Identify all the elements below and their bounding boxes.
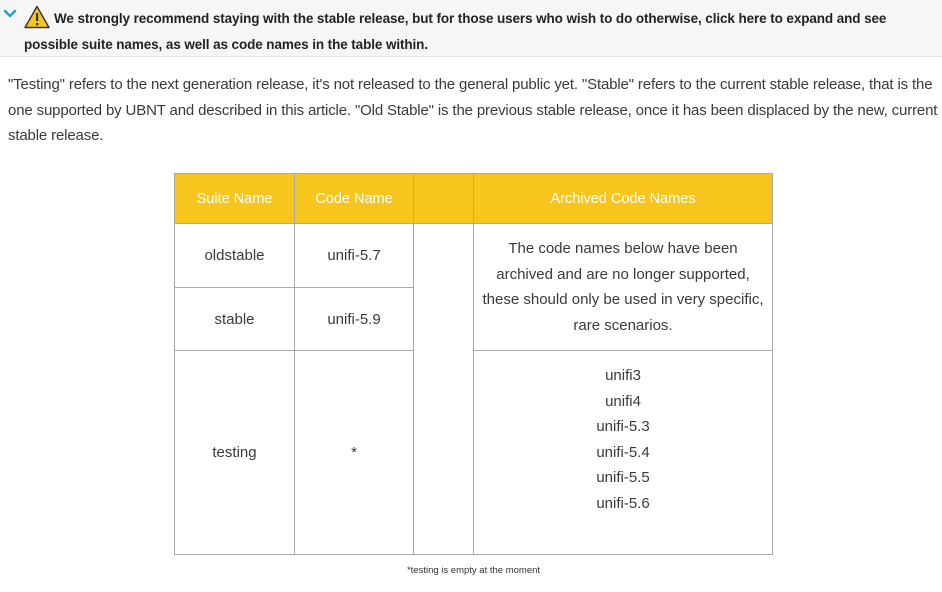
suite-cell: testing — [175, 351, 295, 555]
archived-names-list — [474, 363, 772, 516]
archived-names-cell — [474, 351, 773, 555]
list-item: unifi4 — [605, 392, 641, 410]
list-item: unifi-5.5 — [596, 469, 650, 486]
code-cell: * — [295, 351, 414, 555]
archived-note: The code names below have been archived and are no longer supported, these should only be used in very specific, rare scenarios. — [482, 240, 764, 334]
list-item: unifi3 — [605, 367, 641, 384]
list-item: unifi-5.6 — [596, 494, 650, 512]
list-item: unifi-5.3 — [596, 418, 650, 435]
blank-cell — [414, 224, 474, 555]
release-description: "Testing" refers to the next generation release, it's not released to the general public yet. "Stable" refers to the current stable release, that is the one supported by UBNT and described in this article. "Old Stable" is the previous stable release, once it has been displaced by the new, current stable release. — [8, 76, 938, 144]
table-row — [175, 351, 773, 555]
header-archived-code-names: Archived Code Names — [474, 174, 773, 224]
expander-text[interactable]: We strongly recommend staying with the stable release, but for those users who wish to do otherwise, click here to expand and see possible suite names, as well as code names in the table within. — [24, 11, 887, 52]
list-item: unifi-5.4 — [596, 443, 650, 461]
header-code-name: Code Name — [295, 174, 414, 224]
code-cell: unifi-5.9 — [295, 288, 414, 351]
table-header-row — [175, 174, 773, 224]
suite-cell: oldstable — [175, 224, 295, 288]
expand-recommendation-toggle[interactable] — [0, 0, 942, 57]
chevron-down-icon[interactable] — [2, 6, 18, 22]
code-names-table — [174, 173, 773, 555]
code-cell: unifi-5.7 — [295, 224, 414, 288]
header-suite-name: Suite Name — [175, 174, 295, 224]
footnote: *testing is empty at the moment — [406, 565, 541, 576]
suite-cell: stable — [175, 288, 295, 351]
header-blank — [414, 174, 474, 224]
table-row — [175, 224, 773, 288]
archived-note-cell — [474, 224, 773, 351]
